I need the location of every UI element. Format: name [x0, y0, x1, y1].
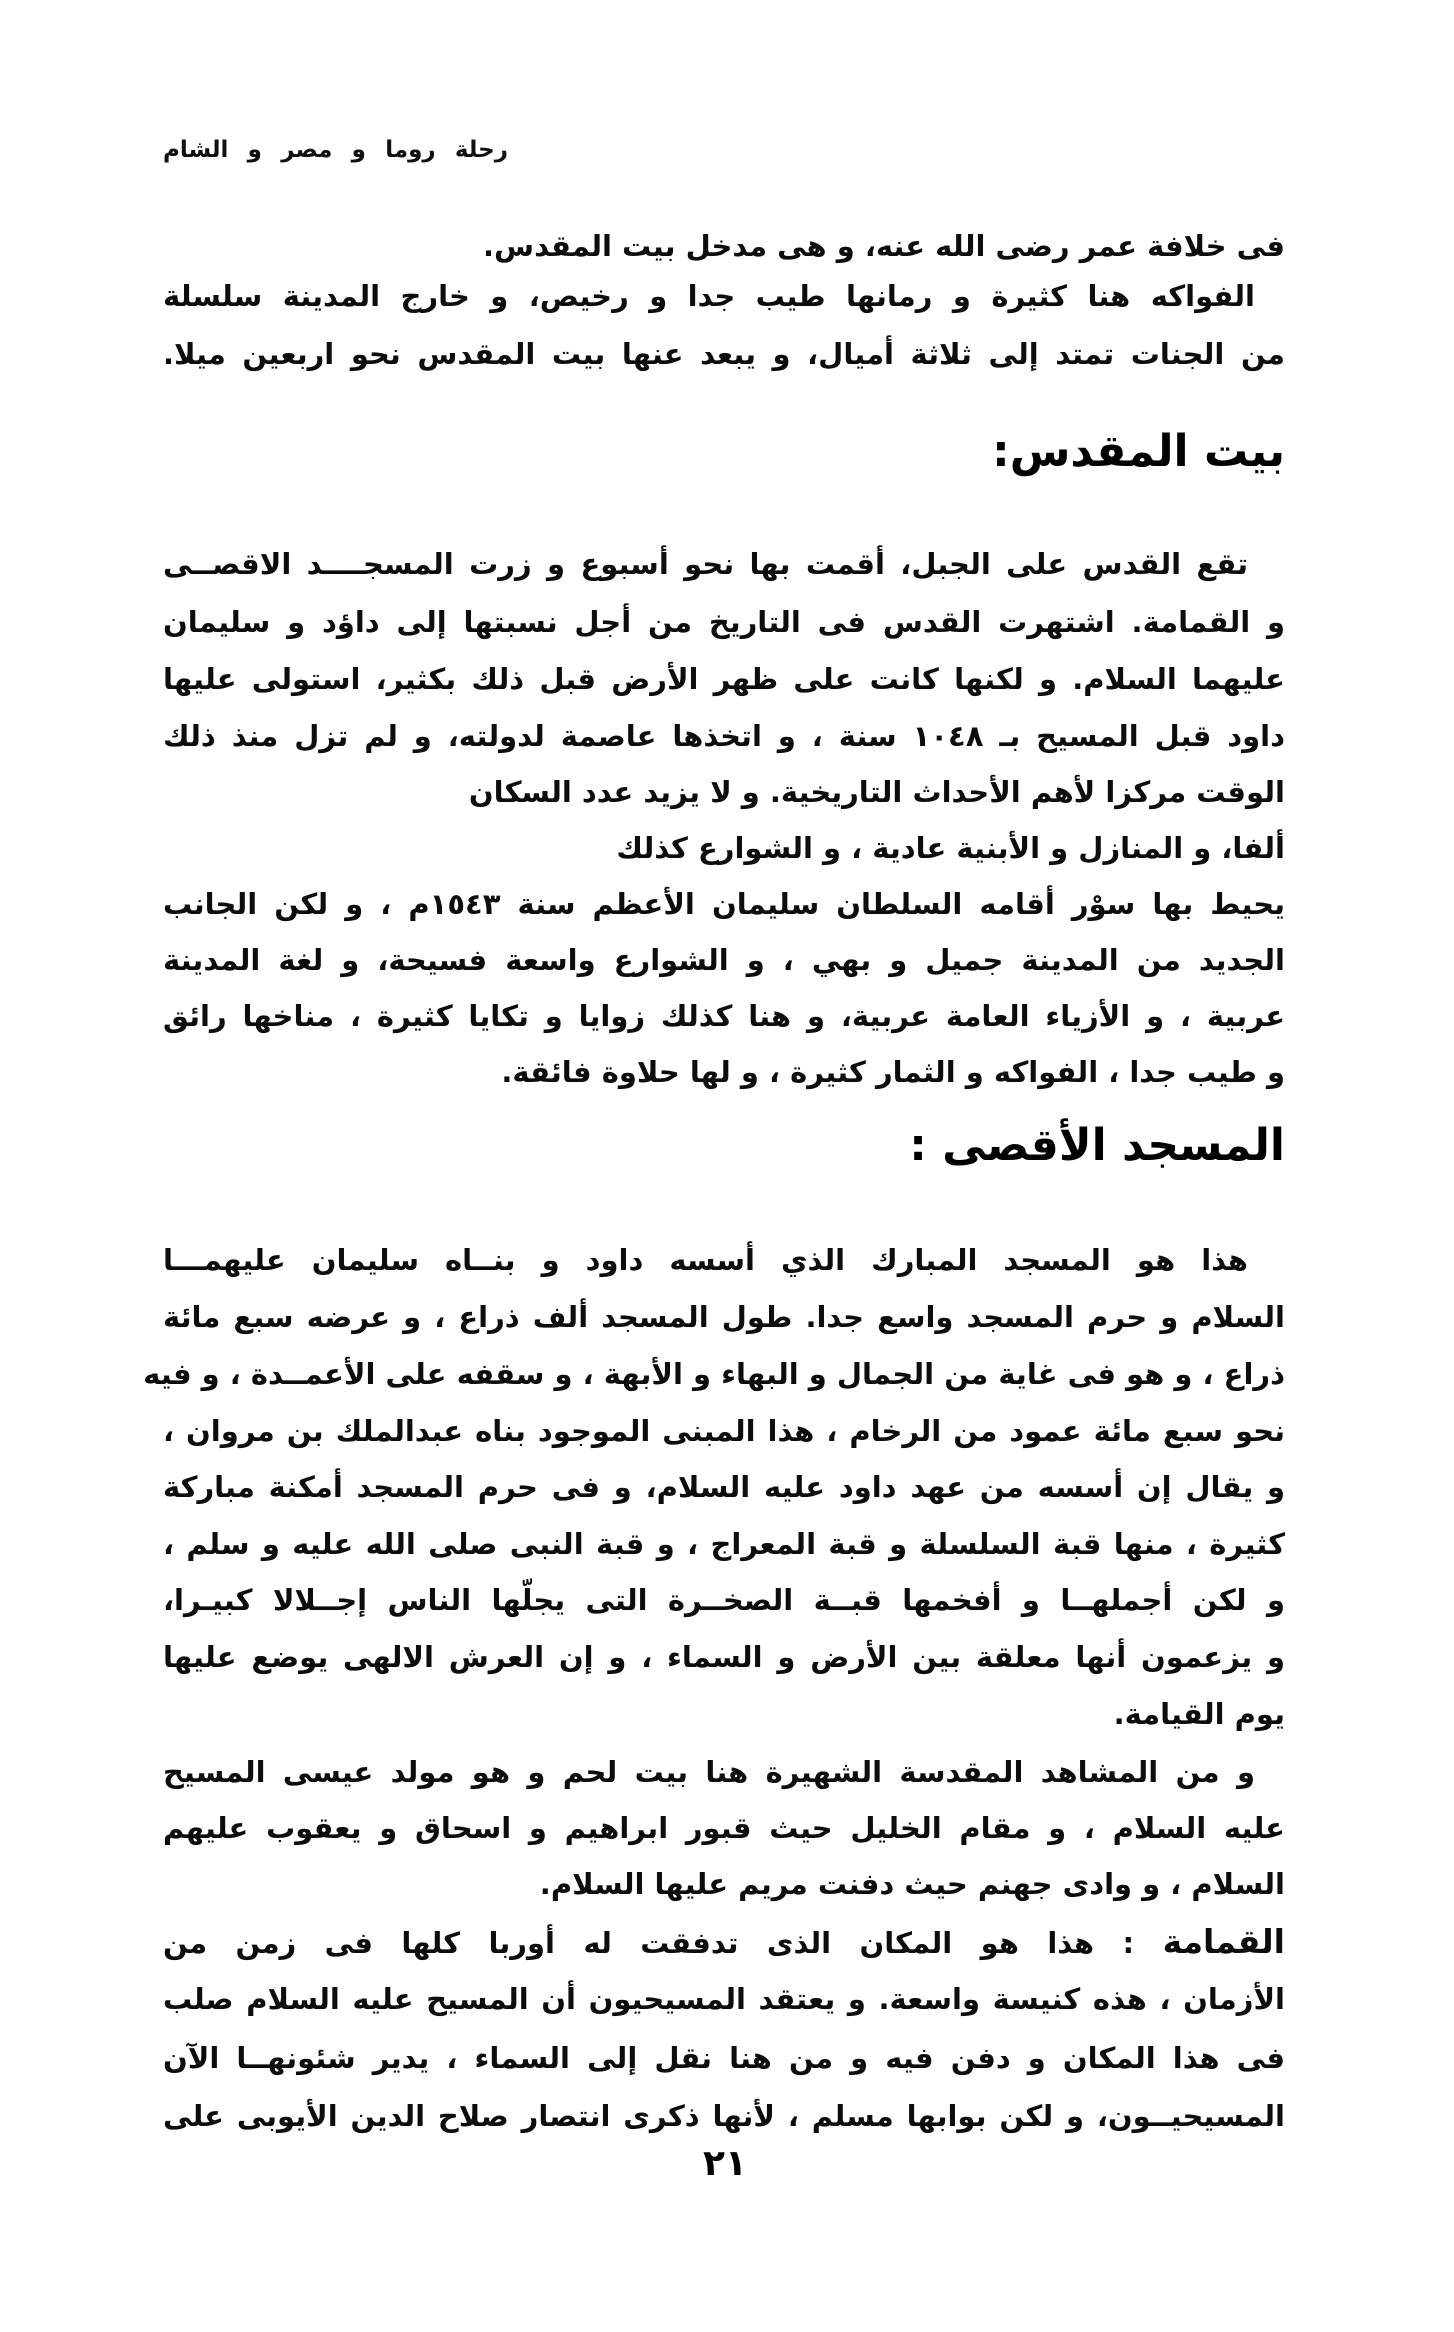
jerusalem-line-1: تقع القدس على الجبل، أقمت بها نحو أسبوع و زرت المسجــــد الاقصــى [163, 547, 1248, 581]
aqsa-line-8: و يزعمون أنها معلقة بين الأرض و السماء ، و إن العرش الالهى يوضع عليها [163, 1640, 1285, 1674]
qumama-line-3: فى هذا المكان و دفن فيه و من هنا نقل إلى السماء ، يدير شئونهــا الآن [163, 2041, 1285, 2075]
holy-sites-line-3: السلام ، و وادى جهنم حيث دفنت مريم عليها السلام. [539, 1867, 1285, 1901]
jerusalem-line-2: و القمامة. اشتهرت القدس فى التاريخ من أجل نسبتها إلى داؤد و سليمان [163, 605, 1285, 639]
jerusalem-line-10: و طيب جدا ، الفواكه و الثمار كثيرة ، و لها حلاوة فائقة. [501, 1055, 1285, 1089]
holy-sites-line-1: و من المشاهد المقدسة الشهيرة هنا بيت لحم و هو مولد عيسى المسيح [163, 1755, 1255, 1789]
jerusalem-line-9: عربية ، و الأزياء العامة عربية، و هنا كذلك زوايا و تكايا كثيرة ، مناخها رائق [163, 999, 1285, 1033]
qumama-line-1-rest: : هذا هو المكان الذى تدفقت له أوربا كلها فى زمن من [163, 1926, 1163, 1960]
aqsa-line-1: هذا هو المسجد المبارك الذي أسسه داود و بنــاه سليمان عليهمـــا [163, 1243, 1248, 1277]
qumama-line-4: المسيحيــون، و لكن بوابها مسلم ، لأنها ذكرى انتصار صلاح الدين الأيوبى على [163, 2099, 1285, 2133]
jerusalem-line-8: الجديد من المدينة جميل و بهي ، و الشوارع واسعة فسيحة، و لغة المدينة [163, 943, 1285, 977]
section-heading-jerusalem: بيت المقدس: [992, 426, 1285, 477]
intro-line-3: من الجنات تمتد إلى ثلاثة أميال، و يبعد عنها بيت المقدس نحو اربعين ميلا. [163, 337, 1285, 371]
intro-line-2: الفواكه هنا كثيرة و رمانها طيب جدا و رخيص، و خارج المدينة سلسلة [163, 279, 1255, 313]
section-heading-aqsa: المسجد الأقصى : [909, 1120, 1285, 1171]
aqsa-line-5: و يقال إن أسسه من عهد داود عليه السلام، و فى حرم المسجد أمكنة مباركة [163, 1470, 1285, 1504]
aqsa-line-9: يوم القيامة. [1113, 1697, 1285, 1731]
aqsa-line-7: و لكن أجملهــا و أفخمها قبــة الصخــرة التى يجلّها الناس إجــلالا كبيـرا، [163, 1583, 1285, 1617]
jerusalem-line-5: الوقت مركزا لأهم الأحداث التاريخية. و لا يزيد عدد السكان [468, 775, 1285, 809]
aqsa-line-3: ذراع ، و هو فى غاية من الجمال و البهاء و الأبهة ، و سقفه على الأعمــدة ، و فيه [143, 1357, 1285, 1391]
aqsa-line-2: السلام و حرم المسجد واسع جدا. طول المسجد ألف ذراع ، و عرضه سبع مائة [163, 1300, 1285, 1334]
page-number: ٢١ [703, 2143, 747, 2184]
qumama-line-2: الأزمان ، هذه كنيسة واسعة. و يعتقد المسيحيون أن المسيح عليه السلام صلب [163, 1982, 1285, 2016]
qumama-line-1 [163, 1922, 1285, 1962]
qumama-term: القمامة [1162, 1922, 1285, 1961]
jerusalem-line-4: داود قبل المسيح بـ ١٠٤٨ سنة ، و اتخذها عاصمة لدولته، و لم تزل منذ ذلك [163, 719, 1285, 753]
holy-sites-line-2: عليه السلام ، و مقام الخليل حيث قبور ابراهيم و اسحاق و يعقوب عليهم [163, 1811, 1285, 1845]
aqsa-line-6: كثيرة ، منها قبة السلسلة و قبة المعراج ، و قبة النبى صلى الله عليه و سلم ، [163, 1527, 1285, 1561]
jerusalem-line-7: يحيط بها سوْر أقامه السلطان سليمان الأعظم سنة ١٥٤٣م ، و لكن الجانب [163, 887, 1285, 921]
intro-line-1: فى خلافة عمر رضى الله عنه، و هى مدخل بيت المقدس. [483, 229, 1285, 263]
aqsa-line-4: نحو سبع مائة عمود من الرخام ، هذا المبنى الموجود بناه عبدالملك بن مروان ، [163, 1414, 1285, 1448]
jerusalem-line-3: عليهما السلام. و لكنها كانت على ظهر الأرض قبل ذلك بكثير، استولى عليها [163, 662, 1285, 696]
running-head: رحلة روما و مصر و الشام [163, 137, 508, 163]
jerusalem-line-6: ألفا، و المنازل و الأبنية عادية ، و الشوارع كذلك [616, 831, 1285, 865]
